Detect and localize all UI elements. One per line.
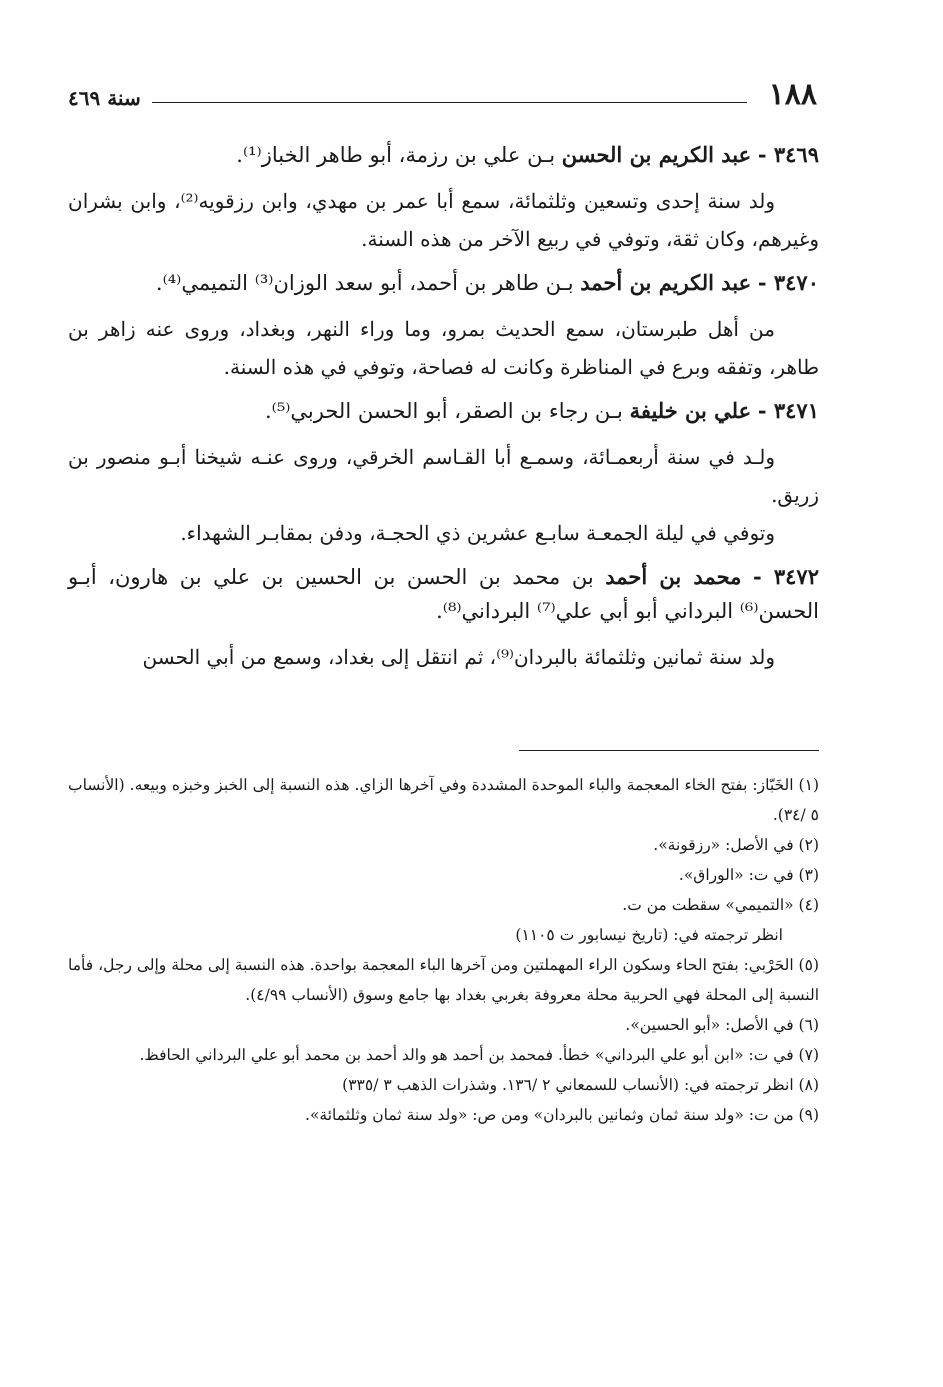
entry-heading bbox=[68, 560, 819, 628]
page-header bbox=[68, 78, 817, 114]
entry-heading bbox=[68, 394, 819, 428]
entry-paragraph: ولد سنة ثمانين وثلثمائة بالبردان⁽⁹⁾، ثم انتقل إلى بغداد، وسمع من أبي الحسن bbox=[142, 645, 775, 669]
entry-number: ٣٤٧٠ - bbox=[757, 270, 819, 295]
footnote: (٩) من ت: «ولد سنة ثمان وثمانين بالبردان» ومن ص: «ولد سنة ثمان وثلثمائة». bbox=[305, 1106, 819, 1124]
running-head-year: سنة ٤٦٩ bbox=[68, 86, 141, 110]
entry-lineage: بـن رجاء بن الصقر، أبو الحسن الحربي⁽⁵⁾. bbox=[265, 399, 630, 423]
footnote: (٣) في ت: «الوراق». bbox=[678, 866, 819, 884]
footnote: (٤) «التميمي» سقطت من ت. bbox=[622, 896, 819, 914]
entry-heading bbox=[68, 138, 819, 172]
header-rule bbox=[152, 102, 747, 103]
entry-paragraph: ولـد في سنة أربعمـائة، وسمـع أبا القـاسم الخرقي، وروى عنـه شيخنا أبـو منصور بن زريق. bbox=[68, 445, 819, 507]
entry-paragraph: وتوفي في ليلة الجمعـة سابـع عشرين ذي الحجـة، ودفن بمقابـر الشهداء. bbox=[180, 521, 775, 545]
footnote-reference: انظر ترجمته في: (تاريخ نيسابور ت ١١٠٥) bbox=[515, 926, 783, 944]
entry-paragraph: من أهل طبرستان، سمع الحديث بمرو، وما وراء النهر، وبغداد، وروى عنه زاهر بن طاهر، وتفقه وبرع في المناظرة وكانت له فصاحة، وتوفي في هذه السنة. bbox=[68, 317, 819, 379]
footnote: (٧) في ت: «ابن أبو علي البرداني» خطأ. فمحمد بن أحمد هو والد أحمد بن محمد أبو علي البرداني الحافظ. bbox=[139, 1046, 819, 1064]
footnotes bbox=[68, 770, 819, 1130]
footnote: (٢) في الأصل: «رزقونة». bbox=[653, 836, 819, 854]
footnote: (٦) في الأصل: «أبو الحسين». bbox=[625, 1016, 819, 1034]
entry-name: علي بن خليفة bbox=[629, 398, 752, 423]
entry-name: عبد الكريم بن أحمد bbox=[580, 270, 752, 295]
entry-number: ٣٤٧٢ - bbox=[752, 564, 819, 589]
entry-lineage: بـن علي بن رزمة، أبو طاهر الخباز⁽¹⁾. bbox=[236, 143, 562, 167]
entry-heading bbox=[68, 266, 819, 300]
footnote: (١) الخَبّاز: بفتح الخاء المعجمة والباء الموحدة المشددة وفي آخرها الزاي. هذه النسبة إلى الخبز وخبزه وبيعه. (الأنساب ٥ /٣٤). bbox=[68, 776, 819, 824]
entry-paragraph: ولد سنة إحدى وتسعين وثلثمائة، سمع أبا عمر بن مهدي، وابن رزقويه⁽²⁾، وابن بشران وغيرهم، وكان ثقة، وتوفي في ربيع الآخر من هذه السنة. bbox=[68, 189, 819, 251]
entry-name: محمد بن أحمد bbox=[605, 564, 742, 589]
footnote: (٨) انظر ترجمته في: (الأنساب للسمعاني ٢ /١٣٦. وشذرات الذهب ٣ /٣٣٥) bbox=[342, 1076, 819, 1094]
main-text bbox=[68, 132, 819, 684]
footnote: (٥) الحَرْبي: بفتح الحاء وسكون الراء المهملتين ومن آخرها الباء المعجمة بواحدة. هذه النسبة إلى محلة وإلى رجل، فأما النسبة إلى المحلة فهي الحربية محلة معروفة بغربي بغداد بها جامع وسوق (الأنساب ٤/٩٩). bbox=[68, 956, 819, 1004]
entry-number: ٣٤٦٩ - bbox=[757, 142, 819, 167]
entry-lineage: بن محمد بن الحسن بن الحسين بن علي بن هارون، أبـو الحسن⁽⁶⁾ البرداني أبو أبي علي⁽⁷⁾ البرداني⁽⁸⁾. bbox=[68, 565, 819, 623]
footnote-separator bbox=[519, 750, 819, 751]
page-number: ١٨٨ bbox=[768, 77, 817, 112]
entry-lineage: بـن طاهر بن أحمد، أبو سعد الوزان⁽³⁾ التميمي⁽⁴⁾. bbox=[155, 271, 581, 295]
entry-number: ٣٤٧١ - bbox=[757, 398, 819, 423]
entry-name: عبد الكريم بن الحسن bbox=[561, 142, 752, 167]
